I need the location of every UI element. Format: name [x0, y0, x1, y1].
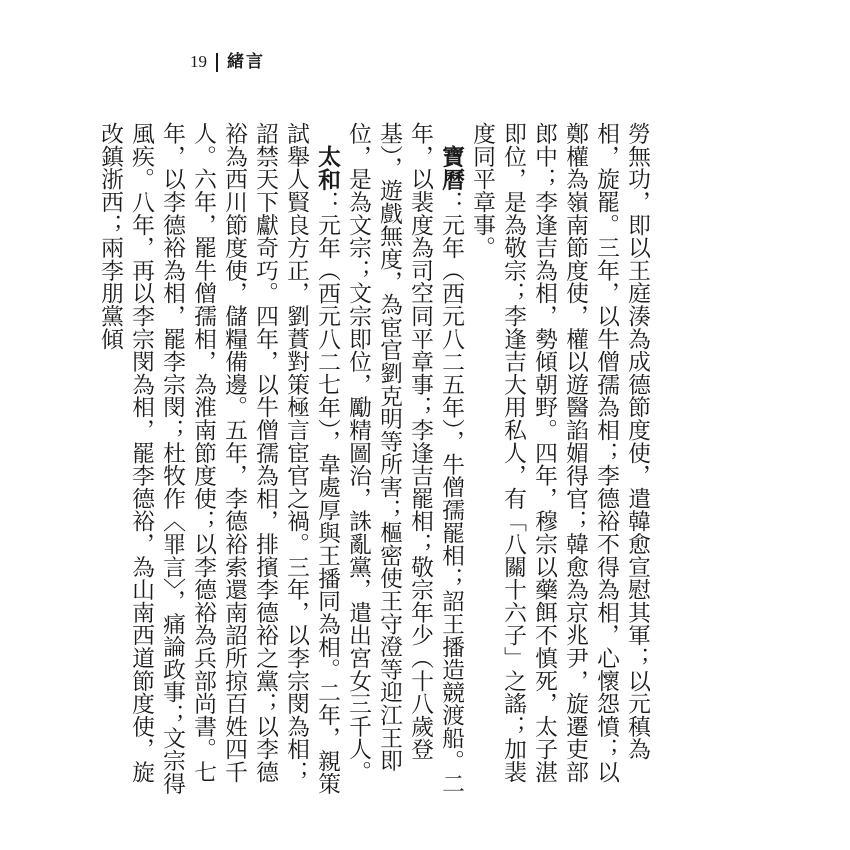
era-name-taihe: 太和: [314, 144, 340, 191]
paragraph-taihe: [94, 122, 342, 802]
era-name-baoli: 寶曆: [438, 144, 464, 191]
paragraph-baoli: [342, 122, 466, 802]
paragraph-text: ：元年（西元八二七年），韋處厚與王播同為相。二年，親策試舉人賢良方正，劉蕡對策極言宦官之禍。三年，以李宗閔為相；詔禁天下獻奇巧。四年，以牛僧孺為相，排擯李德裕之黨；以李德裕為西川節度使，儲糧備邊。五年，李德裕索還南詔所掠百姓四千人。六年，罷牛僧孺相，為淮南節度使；以李德裕為兵部尚書。七年，以李德裕為相，罷李宗閔；杜牧作〈罪言〉，痛論政事；文宗得風疾。八年，再以李宗閔為相，罷李德裕，為山南西道節度使，旋改鎮浙西；兩李朋黨傾: [97, 122, 340, 795]
page-header: [190, 50, 265, 74]
paragraph-text: 勞無功，即以王庭湊為成德節度使，遣韓愈宣慰其軍；以元稹為相，旋罷。三年，以牛僧孺為相；李德裕不得為相，心懷怨憤；以鄭權為嶺南節度使，權以遊醫諂媚得官；韓愈為京兆尹，旋遷吏部郎中；李逢吉為相，勢傾朝野。四年，穆宗以藥餌不慎死，太子湛即位，是為敬宗；李逢吉大用私人，有「八關十六子」之謠；加裴度同平章事。: [469, 122, 650, 784]
paragraph-continuation: [466, 122, 652, 802]
paragraph-text: ：元年（西元八二五年），牛僧孺罷相；詔王播造競渡船。二年，以裴度為司空同平章事；李逢吉罷相；敬宗年少（十八歲登基），遊戲無度，為宦官劉克明等所害；樞密使王守澄等迎江王即位，是為文宗；文宗即位，勵精圖治，誅亂黨，遣出宮女三千人。: [345, 122, 464, 795]
vertical-text-body: [97, 122, 652, 802]
page-number: 19: [190, 52, 207, 71]
header-divider: [216, 53, 218, 72]
section-title: 緒言: [227, 52, 265, 72]
